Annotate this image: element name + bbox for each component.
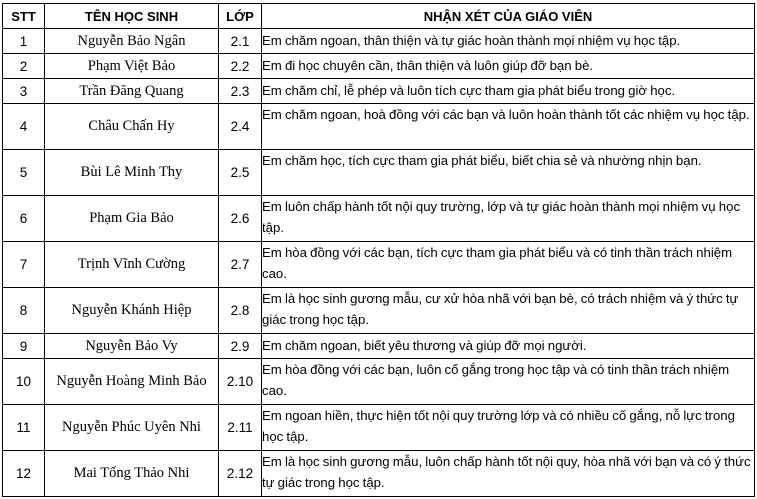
header-teacher-comment: NHẬN XÉT CỦA GIÁO VIÊN [262, 4, 755, 29]
cell-student-name: Mai Tống Thảo Nhi [45, 451, 219, 497]
cell-stt: 11 [3, 405, 45, 451]
cell-class: 2.1 [219, 29, 262, 54]
table-row [3, 451, 755, 497]
cell-student-name: Châu Chấn Hy [45, 104, 219, 150]
cell-class: 2.3 [219, 79, 262, 104]
table-row [3, 29, 755, 54]
cell-class: 2.12 [219, 451, 262, 497]
table-row [3, 288, 755, 334]
cell-comment: Em chăm chỉ, lễ phép và luôn tích cực tham gia phát biểu trong giờ học. [262, 79, 755, 104]
cell-student-name: Phạm Việt Bảo [45, 54, 219, 79]
cell-stt: 5 [3, 150, 45, 196]
table-row [3, 359, 755, 405]
table-row [3, 104, 755, 150]
student-comments-table [2, 3, 755, 497]
cell-stt: 8 [3, 288, 45, 334]
cell-comment: Em là học sinh gương mẫu, cư xử hòa nhã với bạn bè, có trách nhiệm và ý thức tự giác trong học tập. [262, 288, 755, 334]
cell-class: 2.7 [219, 242, 262, 288]
cell-comment: Em chăm ngoan, thân thiện và tự giác hoàn thành mọi nhiệm vụ học tập. [262, 29, 755, 54]
table-row [3, 54, 755, 79]
cell-class: 2.8 [219, 288, 262, 334]
header-row [3, 4, 755, 29]
cell-comment: Em chăm ngoan, biết yêu thương và giúp đỡ mọi người. [262, 334, 755, 359]
cell-comment: Em chăm học, tích cực tham gia phát biểu, biết chia sẻ và nhường nhịn bạn. [262, 150, 755, 196]
cell-student-name: Trần Đăng Quang [45, 79, 219, 104]
cell-comment: Em chăm ngoan, hoà đồng với các bạn và luôn hoàn thành tốt các nhiệm vụ học tập. [262, 104, 755, 150]
cell-class: 2.10 [219, 359, 262, 405]
table-row [3, 79, 755, 104]
table-row [3, 150, 755, 196]
cell-student-name: Phạm Gia Bảo [45, 196, 219, 242]
cell-class: 2.11 [219, 405, 262, 451]
cell-student-name: Nguyễn Bảo Ngân [45, 29, 219, 54]
cell-stt: 9 [3, 334, 45, 359]
cell-student-name: Nguyễn Bảo Vy [45, 334, 219, 359]
table-row [3, 196, 755, 242]
cell-comment: Em hòa đồng với các bạn, luôn cố gắng trong học tập và có tinh thần trách nhiệm cao. [262, 359, 755, 405]
cell-class: 2.5 [219, 150, 262, 196]
cell-class: 2.4 [219, 104, 262, 150]
cell-student-name: Nguyễn Hoàng Minh Bảo [45, 359, 219, 405]
table-row [3, 405, 755, 451]
cell-stt: 7 [3, 242, 45, 288]
cell-class: 2.6 [219, 196, 262, 242]
cell-class: 2.2 [219, 54, 262, 79]
table-row [3, 334, 755, 359]
cell-stt: 10 [3, 359, 45, 405]
header-stt: STT [3, 4, 45, 29]
header-class: LỚP [219, 4, 262, 29]
cell-comment: Em đi học chuyên cần, thân thiện và luôn giúp đỡ bạn bè. [262, 54, 755, 79]
cell-stt: 1 [3, 29, 45, 54]
cell-student-name: Nguyễn Khánh Hiệp [45, 288, 219, 334]
cell-comment: Em luôn chấp hành tốt nội quy trường, lớp và tự giác hoàn thành mọi nhiệm vụ học tập. [262, 196, 755, 242]
cell-stt: 3 [3, 79, 45, 104]
table-row [3, 242, 755, 288]
cell-comment: Em ngoan hiền, thực hiện tốt nội quy trường lớp và có nhiều cố gắng, nỗ lực trong học tập. [262, 405, 755, 451]
cell-stt: 2 [3, 54, 45, 79]
cell-student-name: Bùi Lê Minh Thy [45, 150, 219, 196]
cell-stt: 4 [3, 104, 45, 150]
cell-comment: Em hòa đồng với các bạn, tích cực tham gia phát biểu và có tinh thần trách nhiệm cao. [262, 242, 755, 288]
cell-stt: 12 [3, 451, 45, 497]
cell-class: 2.9 [219, 334, 262, 359]
cell-comment: Em là học sinh gương mẫu, luôn chấp hành tốt nội quy, hòa nhã với bạn và có ý thức tự giác trong học tập. [262, 451, 755, 497]
cell-student-name: Trịnh Vĩnh Cường [45, 242, 219, 288]
cell-stt: 6 [3, 196, 45, 242]
cell-student-name: Nguyễn Phúc Uyên Nhi [45, 405, 219, 451]
header-student-name: TÊN HỌC SINH [45, 4, 219, 29]
